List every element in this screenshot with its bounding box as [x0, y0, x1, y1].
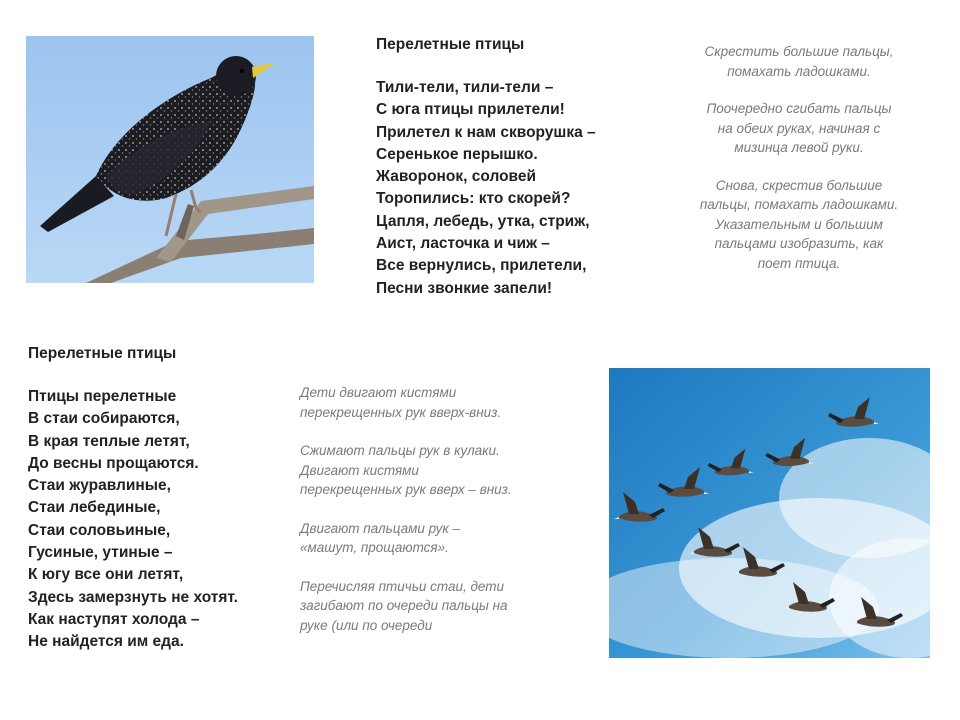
poem-line: До весны прощаются.: [28, 454, 199, 472]
notes-top: [668, 42, 930, 291]
poem-line: Стаи соловьиные,: [28, 521, 171, 539]
notes-bottom: [300, 383, 600, 654]
poem-line: Жаворонок, соловей: [376, 168, 537, 186]
poem-line: В края теплые летят,: [28, 432, 190, 450]
instruction-note: Сжимают пальцы рук в кулаки. Двигают кистями перекрещенных рук вверх – вниз.: [300, 443, 512, 497]
poem-line: Тили-тели, тили-тели –: [376, 79, 554, 96]
poem-top: [376, 36, 666, 300]
poem-line: Все вернулись, прилетели,: [376, 257, 587, 275]
starling-photo: [26, 36, 314, 283]
instruction-note: Дети двигают кистями перекрещенных рук вверх-вниз.: [300, 385, 502, 420]
poem-line: Торопились: кто скорей?: [376, 190, 571, 208]
poem-bottom-title: Перелетные птицы: [28, 345, 177, 362]
poem-line: Серенькое перышко.: [376, 145, 538, 163]
instruction-note: Снова, скрестив большие пальцы, помахать ладошками. Указательным и большим пальцами изобразить, как поет птица.: [699, 177, 899, 271]
geese-photo: [609, 368, 930, 658]
poem-line: Здесь замерзнуть не хотят.: [28, 588, 238, 606]
poem-line: Прилетел к нам скворушка –: [376, 123, 596, 141]
instruction-note: Поочередно сгибать пальцы на обеих руках, начиная с мизинца левой руки.: [706, 101, 892, 155]
poem-bottom: [28, 345, 298, 654]
poem-line: Птицы перелетные: [28, 388, 177, 405]
poem-line: Гусиные, утиные –: [28, 544, 173, 562]
poem-line: Не найдется им еда.: [28, 633, 184, 651]
instruction-note: Двигают пальцами рук – «машут, прощаются».: [300, 520, 461, 555]
instruction-note: Перечисляя птичьи стаи, дети загибают по очереди пальцы на руке (или по очереди: [300, 578, 508, 633]
poem-line: Цапля, лебедь, утка, стриж,: [376, 212, 590, 230]
poem-line: Как наступят холода –: [28, 610, 200, 628]
poem-line: В стаи собираются,: [28, 410, 180, 428]
instruction-note: Скрестить большие пальцы, помахать ладошками.: [704, 44, 894, 79]
poem-line: К югу все они летят,: [28, 566, 184, 584]
poem-line: Песни звонкие запели!: [376, 279, 553, 297]
poem-line: С юга птицы прилетели!: [376, 101, 565, 119]
poem-line: Стаи журавлиные,: [28, 477, 171, 495]
poem-top-title: Перелетные птицы: [376, 36, 525, 53]
poem-line: Аист, ласточка и чиж –: [376, 235, 550, 253]
poem-line: Стаи лебединые,: [28, 499, 161, 517]
